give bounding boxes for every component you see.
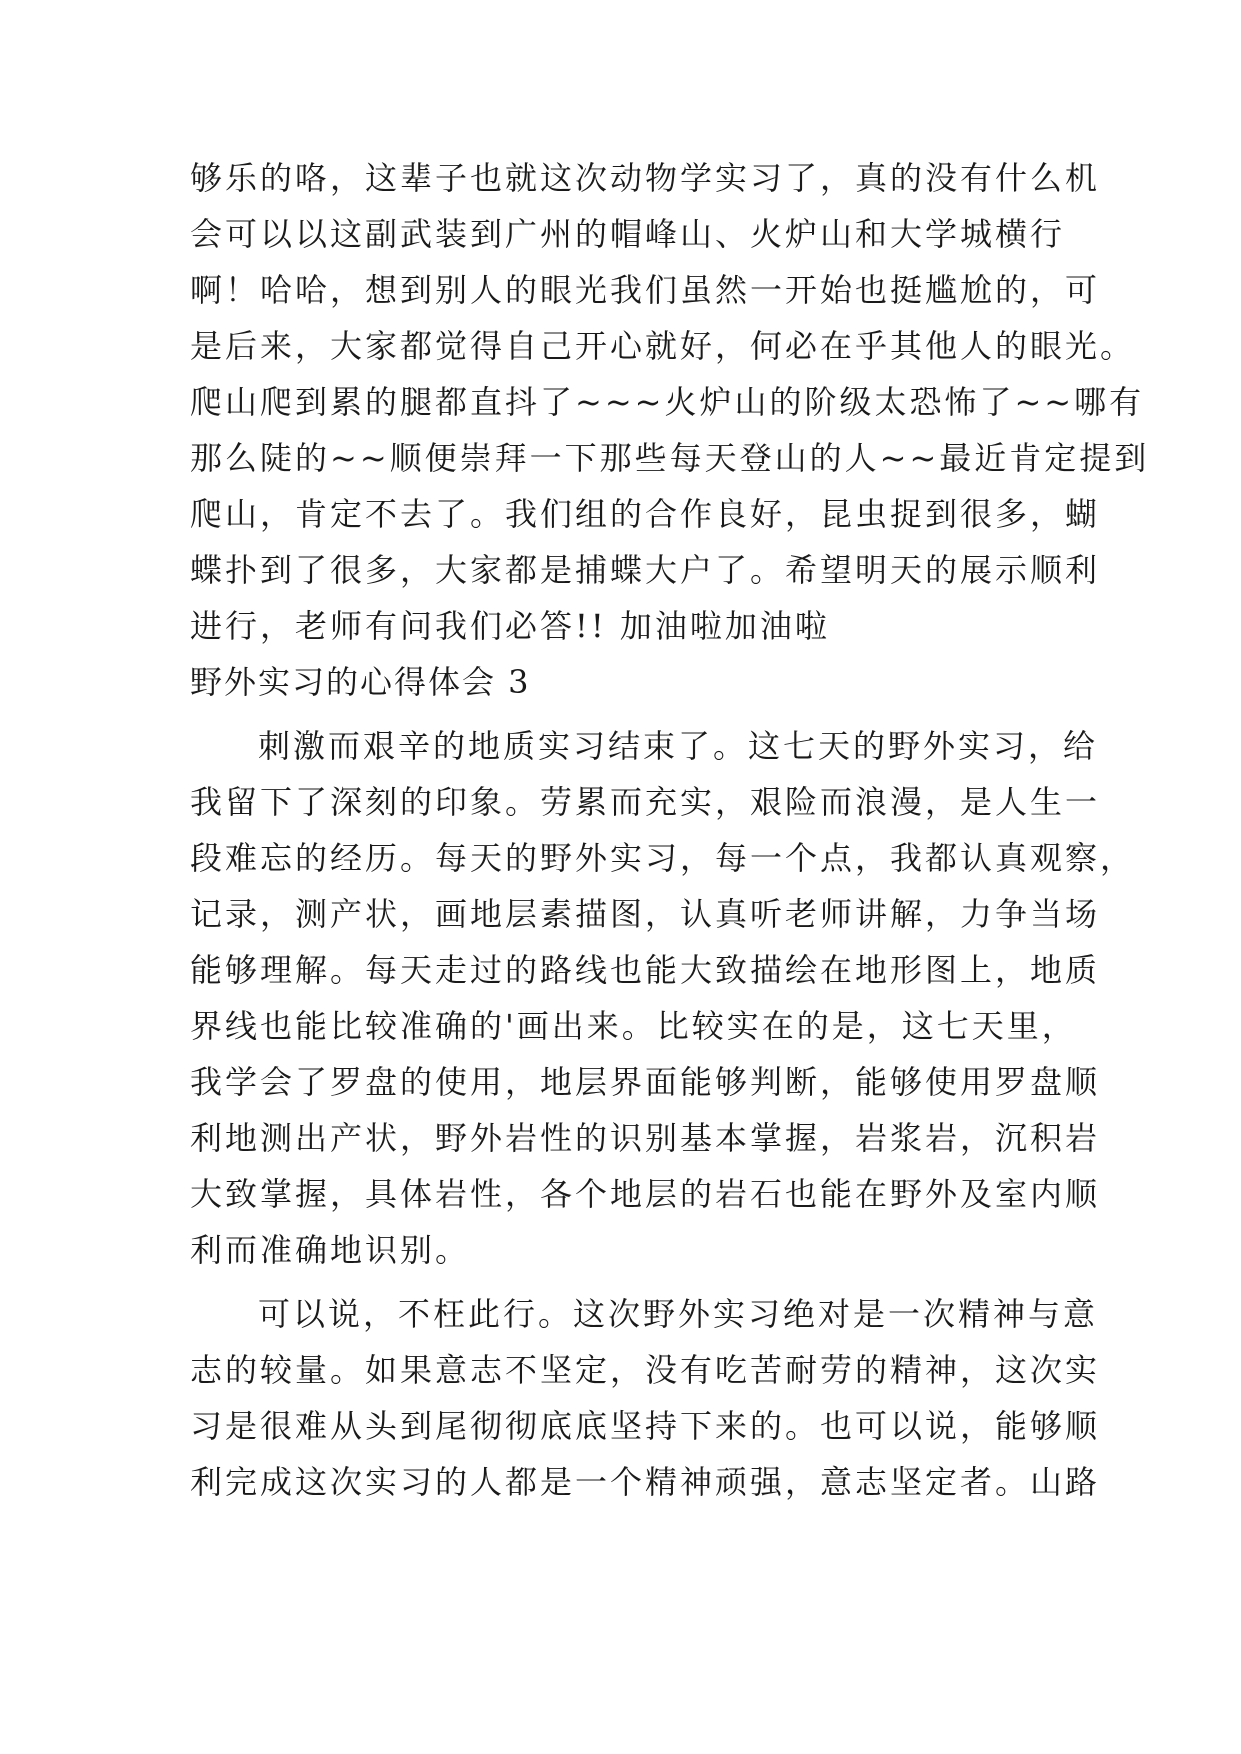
- text-line: 习是很难从头到尾彻彻底底坚持下来的。也可以说，能够顺: [190, 1407, 1101, 1445]
- section-heading-block: [190, 656, 1050, 708]
- text-line: 段难忘的经历。每天的野外实习，每一个点，我都认真观察，: [190, 839, 1136, 877]
- text-line-last: 进行，老师有问我们必答!! 加油啦加油啦: [190, 607, 830, 645]
- section-continued-text: [190, 150, 1150, 654]
- text-line: 那么陡的~~顺便崇拜一下那些每天登山的人~~最近肯定提到: [190, 439, 1150, 477]
- text-line: 是后来，大家都觉得自己开心就好，何必在乎其他人的眼光。: [190, 327, 1136, 365]
- text-line-first: 刺激而艰辛的地质实习结束了。这七天的野外实习，给: [258, 727, 1099, 765]
- text-line-first: 可以说，不枉此行。这次野外实习绝对是一次精神与意: [258, 1295, 1099, 1333]
- text-line: 记录，测产状，画地层素描图，认真听老师讲解，力争当场: [190, 895, 1101, 933]
- text-line: 会可以以这副武装到广州的帽峰山、火炉山和大学城横行: [190, 215, 1066, 253]
- text-line: 蝶扑到了很多，大家都是捕蝶大户了。希望明天的展示顺利: [190, 551, 1101, 589]
- paragraph-1: [190, 718, 1136, 1278]
- text-line: 我学会了罗盘的使用，地层界面能够判断，能够使用罗盘顺: [190, 1063, 1101, 1101]
- text-line: 爬山，肯定不去了。我们组的合作良好，昆虫捉到很多，蝴: [190, 495, 1101, 533]
- text-line: 爬山爬到累的腿都直抖了~~~火炉山的阶级太恐怖了~~哪有: [190, 383, 1145, 421]
- text-line: 能够理解。每天走过的路线也能大致描绘在地形图上，地质: [190, 951, 1101, 989]
- text-line: 利地测出产状，野外岩性的识别基本掌握，岩浆岩，沉积岩: [190, 1119, 1101, 1157]
- text-line-last: 利而准确地识别。: [190, 1231, 471, 1269]
- text-line: 够乐的咯，这辈子也就这次动物学实习了，真的没有什么机: [190, 159, 1101, 197]
- text-line: 志的较量。如果意志不坚定，没有吃苦耐劳的精神，这次实: [190, 1351, 1101, 1389]
- text-line: 界线也能比较准确的'画出来。比较实在的是，这七天里，: [190, 1007, 1077, 1045]
- text-line: 大致掌握，具体岩性，各个地层的岩石也能在野外及室内顺: [190, 1175, 1101, 1213]
- text-line: 我留下了深刻的印象。劳累而充实，艰险而浪漫，是人生一: [190, 783, 1101, 821]
- section-heading: 野外实习的心得体会 3: [190, 663, 531, 701]
- text-line: 利完成这次实习的人都是一个精神顽强，意志坚定者。山路: [190, 1463, 1101, 1501]
- text-line: 啊！哈哈，想到别人的眼光我们虽然一开始也挺尴尬的，可: [190, 271, 1101, 309]
- paragraph-2: [190, 1286, 1101, 1510]
